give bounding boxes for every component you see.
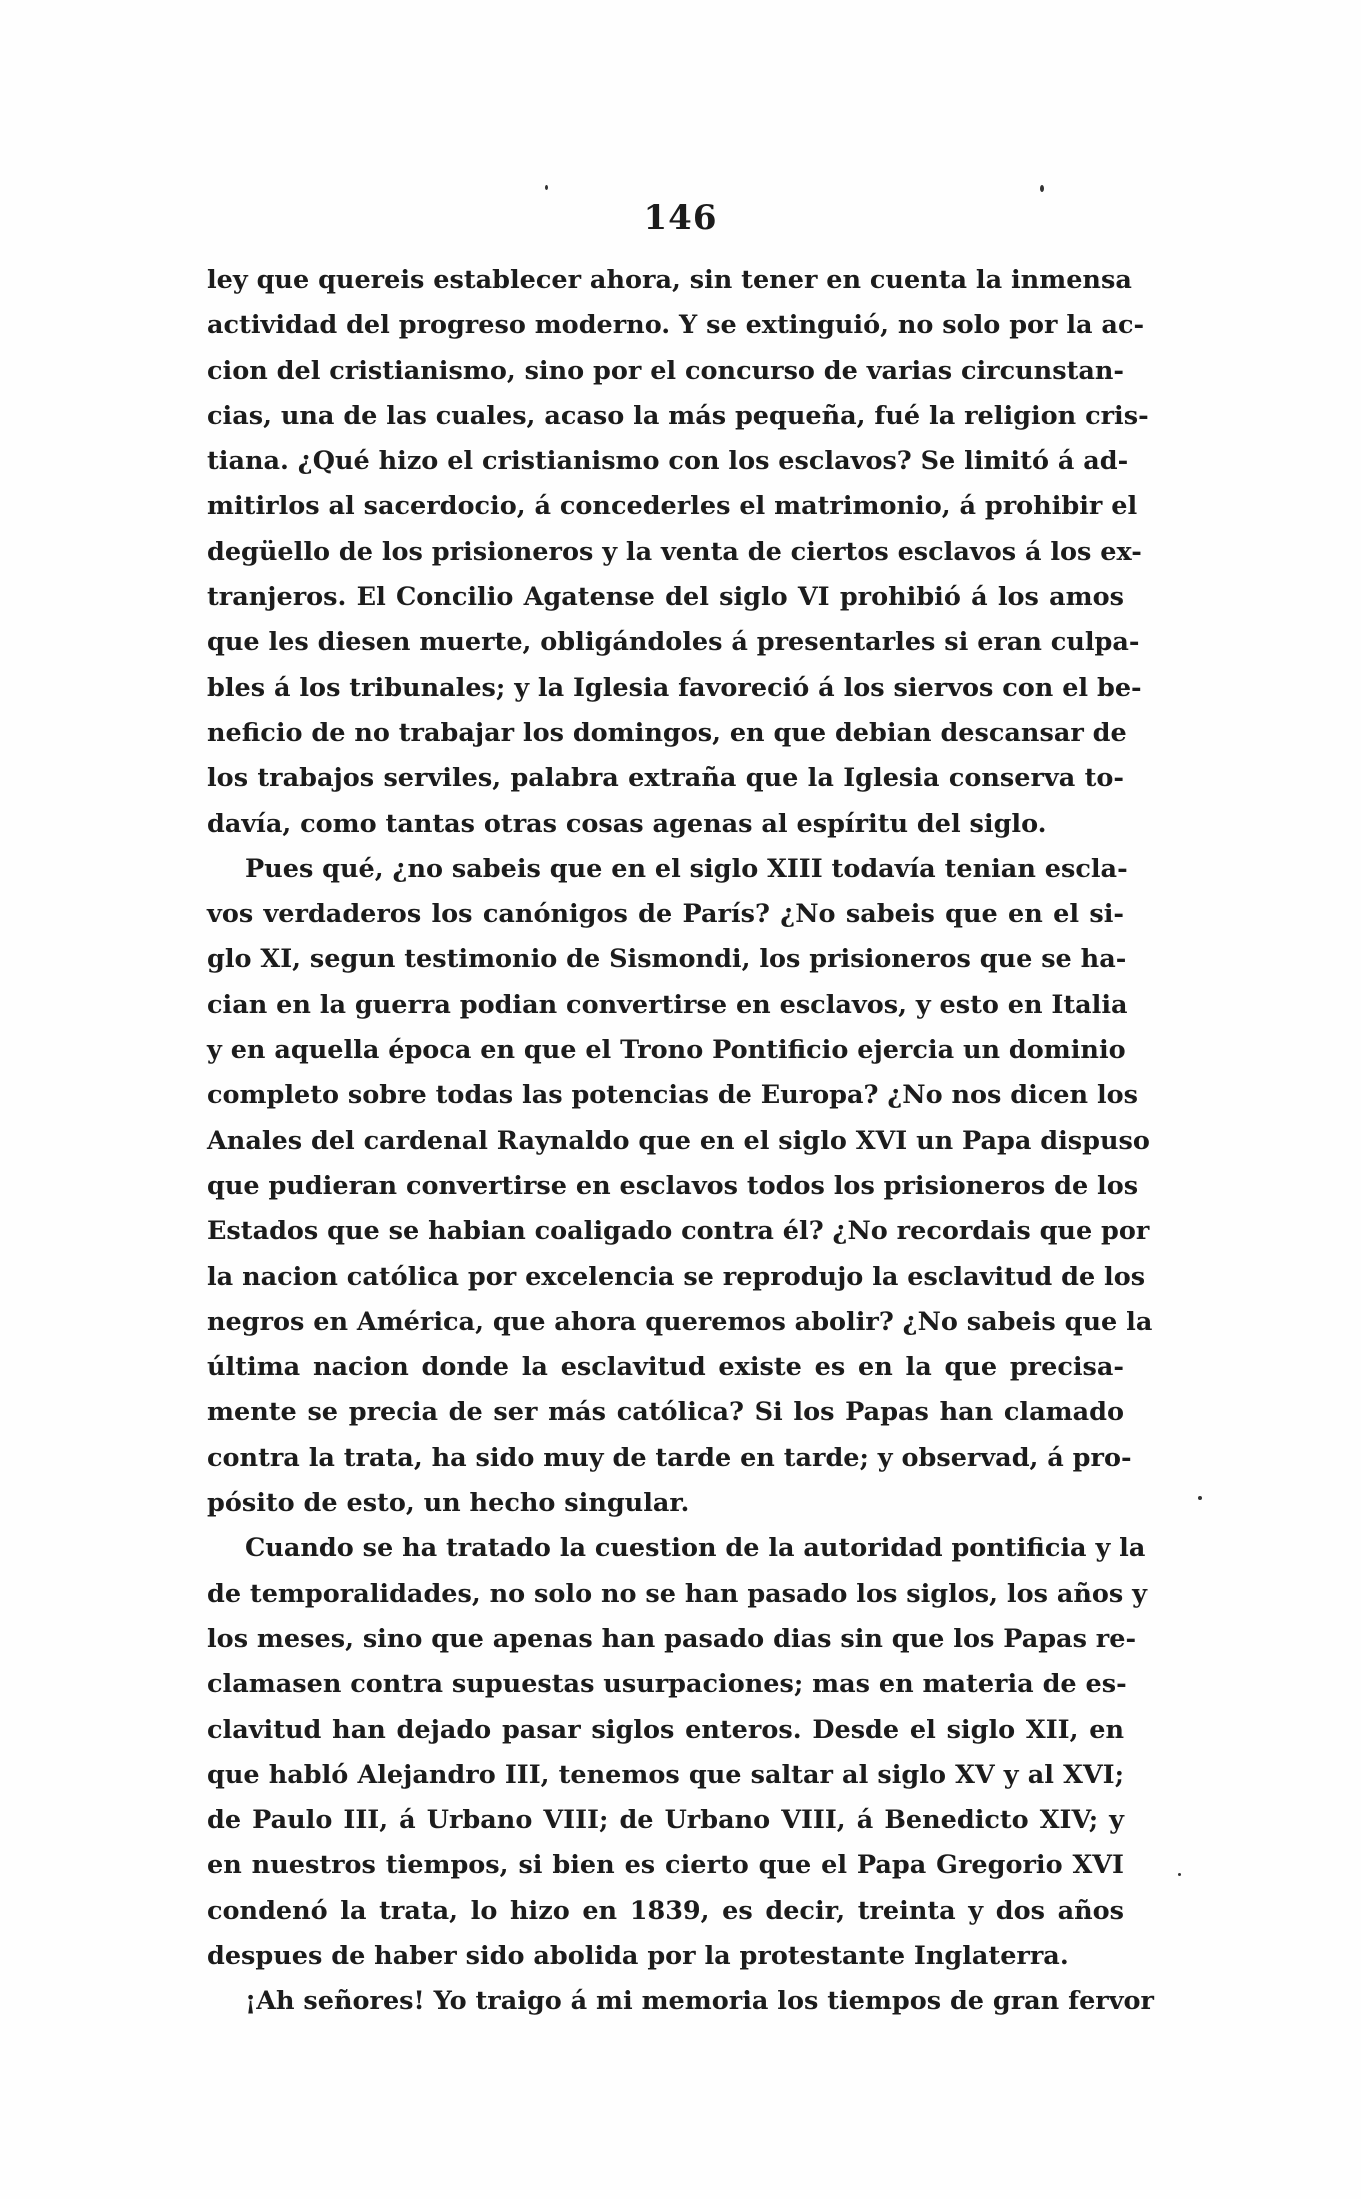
scan-speck <box>1178 1873 1181 1876</box>
text-line: degüello de los prisioneros y la venta de ciertos esclavos á los ex- <box>207 536 1142 567</box>
text-line: de Paulo III, á Urbano VIII; de Urbano VIII, á Benedicto XIV; y <box>207 1805 1124 1836</box>
scan-speck <box>1040 185 1044 192</box>
text-line: glo XI, segun testimonio de Sismondi, los prisioneros que se ha- <box>207 944 1127 975</box>
text-line: Estados que se habian coaligado contra él? ¿No recordais que por <box>207 1216 1150 1247</box>
text-line: Anales del cardenal Raynaldo que en el siglo XVI un Papa dispuso <box>207 1125 1150 1156</box>
text-line: bles á los tribunales; y la Iglesia favoreció á los siervos con el be- <box>207 672 1142 703</box>
text-line: que habló Alejandro III, tenemos que saltar al siglo XV y al XVI; <box>207 1759 1124 1790</box>
text-line: clavitud han dejado pasar siglos enteros. Desde el siglo XII, en <box>207 1714 1124 1745</box>
text-line: clamasen contra supuestas usurpaciones; mas en materia de es- <box>207 1669 1127 1700</box>
text-line: davía, como tantas otras cosas agenas al espíritu del siglo. <box>207 808 1047 839</box>
text-line: ¡Ah señores! Yo traigo á mi memoria los tiempos de gran fervor <box>245 1986 1154 2017</box>
scan-speck <box>545 185 548 190</box>
text-line: los meses, sino que apenas han pasado dias sin que los Papas re- <box>207 1623 1137 1654</box>
text-line: ley que quereis establecer ahora, sin tener en cuenta la inmensa <box>207 265 1132 295</box>
text-line: que les diesen muerte, obligándoles á presentarles si eran culpa- <box>207 627 1140 658</box>
text-line: que pudieran convertirse en esclavos todos los prisioneros de los <box>207 1170 1139 1201</box>
text-line: despues de haber sido abolida por la protestante Inglaterra. <box>207 1940 1069 1971</box>
text-line: Pues qué, ¿no sabeis que en el siglo XIII todavía tenian escla- <box>245 853 1128 884</box>
text-line: la nacion católica por excelencia se reprodujo la esclavitud de los <box>207 1261 1146 1292</box>
scan-speck <box>1198 1496 1202 1500</box>
text-line: mitirlos al sacerdocio, á concederles el matrimonio, á prohibir el <box>207 491 1138 522</box>
text-line: y en aquella época en que el Trono Pontificio ejercia un dominio <box>207 1035 1126 1066</box>
text-line: actividad del progreso moderno. Y se extinguió, no solo por la ac- <box>207 310 1145 341</box>
text-line: de temporalidades, no solo no se han pasado los siglos, los años y <box>207 1578 1147 1609</box>
page-number: 146 <box>643 198 718 238</box>
text-line: completo sobre todas las potencias de Europa? ¿No nos dicen los <box>207 1080 1138 1111</box>
text-line: tiana. ¿Qué hizo el cristianismo con los esclavos? Se limitó á ad- <box>207 446 1129 477</box>
text-line: en nuestros tiempos, si bien es cierto que el Papa Gregorio XVI <box>207 1850 1124 1881</box>
text-line: mente se precia de ser más católica? Si los Papas han clamado <box>207 1397 1124 1428</box>
text-line: Cuando se ha tratado la cuestion de la autoridad pontificia y la <box>245 1533 1146 1564</box>
text-line: pósito de esto, un hecho singular. <box>207 1488 690 1519</box>
text-line: contra la trata, ha sido muy de tarde en tarde; y observad, á pro- <box>207 1442 1132 1473</box>
body-text <box>207 258 1154 2025</box>
text-line: última nacion donde la esclavitud existe es en la que precisa- <box>207 1352 1124 1383</box>
text-line: los trabajos serviles, palabra extraña que la Iglesia conserva to- <box>207 763 1124 794</box>
text-line: cian en la guerra podian convertirse en esclavos, y esto en Italia <box>207 989 1128 1020</box>
text-line: neficio de no trabajar los domingos, en que debian descansar de <box>207 717 1127 748</box>
text-line: cion del cristianismo, sino por el concurso de varias circunstan- <box>207 355 1124 386</box>
text-line: cias, una de las cuales, acaso la más pequeña, fué la religion cris- <box>207 400 1149 431</box>
text-line: negros en América, que ahora queremos abolir? ¿No sabeis que la <box>207 1306 1153 1337</box>
text-line: vos verdaderos los canónigos de París? ¿No sabeis que en el si- <box>207 899 1124 930</box>
text-line: condenó la trata, lo hizo en 1839, es decir, treinta y dos años <box>207 1895 1124 1926</box>
text-line: tranjeros. El Concilio Agatense del siglo VI prohibió á los amos <box>207 582 1124 613</box>
